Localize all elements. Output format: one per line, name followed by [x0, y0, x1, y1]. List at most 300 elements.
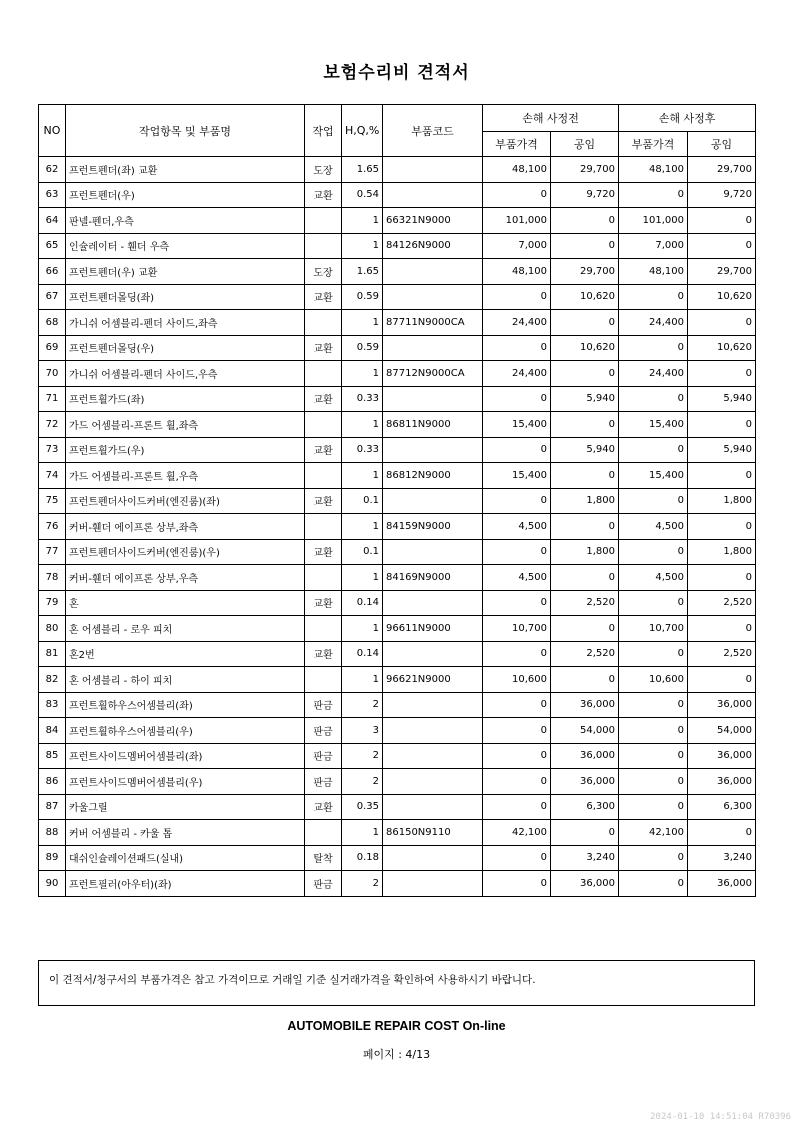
- row-item: 커버-휀더 에이프론 상부,좌측: [66, 514, 305, 540]
- row-after-labor: 2,520: [688, 590, 756, 616]
- row-hq: 0.54: [342, 182, 383, 208]
- row-after-labor: 10,620: [688, 284, 756, 310]
- row-after-part-price: 48,100: [619, 157, 688, 183]
- row-item: 프런트휠하우스어셈블리(좌): [66, 692, 305, 718]
- row-before-labor: 0: [551, 208, 619, 234]
- row-item: 프런트휠가드(우): [66, 437, 305, 463]
- row-after-labor: 36,000: [688, 769, 756, 795]
- row-item: 프런트펜더몰딩(좌): [66, 284, 305, 310]
- row-hq: 0.14: [342, 641, 383, 667]
- row-part-code: 86150N9110: [383, 820, 483, 846]
- row-after-part-price: 0: [619, 845, 688, 871]
- row-after-labor: 1,800: [688, 539, 756, 565]
- row-before-labor: 1,800: [551, 539, 619, 565]
- page-number: 페이지 : 4/13: [362, 1048, 431, 1061]
- row-work: 판금: [305, 743, 342, 769]
- print-timestamp: 2024-01-10 14:51:04 R70396: [650, 1112, 791, 1122]
- row-before-part-price: 0: [483, 692, 551, 718]
- row-hq: 0.33: [342, 386, 383, 412]
- table-row: [39, 539, 756, 565]
- row-after-part-price: 0: [619, 539, 688, 565]
- row-after-part-price: 0: [619, 590, 688, 616]
- row-item: 프런트휠하우스어셈블리(우): [66, 718, 305, 744]
- row-before-labor: 5,940: [551, 386, 619, 412]
- row-before-part-price: 0: [483, 794, 551, 820]
- row-work: [305, 514, 342, 540]
- table-row: [39, 208, 756, 234]
- row-work: 교환: [305, 386, 342, 412]
- row-after-part-price: 4,500: [619, 565, 688, 591]
- header-work: 작업: [305, 105, 342, 157]
- row-before-part-price: 24,400: [483, 310, 551, 336]
- row-before-part-price: 0: [483, 488, 551, 514]
- row-part-code: [383, 743, 483, 769]
- row-part-code: 86811N9000: [383, 412, 483, 438]
- row-work: 교환: [305, 794, 342, 820]
- row-before-part-price: 0: [483, 845, 551, 871]
- row-item: 인슐레이터 - 휀더 우측: [66, 233, 305, 259]
- row-after-labor: 5,940: [688, 386, 756, 412]
- row-work: 교환: [305, 539, 342, 565]
- row-before-labor: 29,700: [551, 259, 619, 285]
- row-before-part-price: 48,100: [483, 157, 551, 183]
- row-before-part-price: 24,400: [483, 361, 551, 387]
- row-item: 혼 어셈블리 - 로우 피치: [66, 616, 305, 642]
- row-part-code: [383, 182, 483, 208]
- row-before-part-price: 0: [483, 641, 551, 667]
- row-work: [305, 412, 342, 438]
- row-part-code: 87711N9000CA: [383, 310, 483, 336]
- row-hq: 1: [342, 463, 383, 489]
- header-before-labor: 공임: [551, 132, 619, 157]
- row-no: 66: [39, 259, 66, 285]
- table-row: [39, 514, 756, 540]
- row-before-labor: 5,940: [551, 437, 619, 463]
- row-before-part-price: 0: [483, 437, 551, 463]
- table-row: [39, 590, 756, 616]
- row-work: 탈착: [305, 845, 342, 871]
- table-row: [39, 820, 756, 846]
- row-before-part-price: 10,600: [483, 667, 551, 693]
- row-after-labor: 0: [688, 208, 756, 234]
- row-hq: 1: [342, 820, 383, 846]
- table-row: [39, 488, 756, 514]
- row-item: 프런트펜더(우): [66, 182, 305, 208]
- header-after-labor: 공임: [688, 132, 756, 157]
- row-after-part-price: 24,400: [619, 361, 688, 387]
- row-item: 프런트펜더몰딩(우): [66, 335, 305, 361]
- row-part-code: [383, 437, 483, 463]
- row-part-code: [383, 871, 483, 897]
- row-after-labor: 29,700: [688, 259, 756, 285]
- row-item: 프런트사이드멤버어셈블리(우): [66, 769, 305, 795]
- row-before-labor: 0: [551, 310, 619, 336]
- row-before-part-price: 0: [483, 182, 551, 208]
- row-hq: 1.65: [342, 157, 383, 183]
- row-work: 교환: [305, 641, 342, 667]
- row-no: 84: [39, 718, 66, 744]
- row-before-labor: 3,240: [551, 845, 619, 871]
- row-before-labor: 10,620: [551, 284, 619, 310]
- document-title: 보험수리비 견적서: [323, 63, 470, 83]
- row-after-part-price: 0: [619, 718, 688, 744]
- row-no: 74: [39, 463, 66, 489]
- table-row: [39, 157, 756, 183]
- row-work: 교환: [305, 182, 342, 208]
- row-after-labor: 0: [688, 616, 756, 642]
- row-item: 판넬-펜더,우측: [66, 208, 305, 234]
- row-item: 대쉬인슐레이션패드(실내): [66, 845, 305, 871]
- row-work: [305, 463, 342, 489]
- row-hq: 3: [342, 718, 383, 744]
- footer-brand: AUTOMOBILE REPAIR COST On-line: [287, 1019, 506, 1033]
- row-hq: 0.33: [342, 437, 383, 463]
- table-row: [39, 871, 756, 897]
- row-after-part-price: 10,600: [619, 667, 688, 693]
- row-before-part-price: 0: [483, 871, 551, 897]
- table-row: [39, 310, 756, 336]
- row-item: 프런트펜더(우) 교환: [66, 259, 305, 285]
- table-row: [39, 233, 756, 259]
- row-after-labor: 0: [688, 565, 756, 591]
- row-after-labor: 6,300: [688, 794, 756, 820]
- row-work: 교환: [305, 335, 342, 361]
- row-before-labor: 9,720: [551, 182, 619, 208]
- row-work: [305, 208, 342, 234]
- row-before-part-price: 15,400: [483, 463, 551, 489]
- row-hq: 1.65: [342, 259, 383, 285]
- row-after-labor: 9,720: [688, 182, 756, 208]
- row-hq: 1: [342, 667, 383, 693]
- row-work: [305, 233, 342, 259]
- table-row: [39, 667, 756, 693]
- row-after-part-price: 4,500: [619, 514, 688, 540]
- row-after-part-price: 42,100: [619, 820, 688, 846]
- row-work: 판금: [305, 769, 342, 795]
- row-part-code: [383, 692, 483, 718]
- row-after-labor: 0: [688, 667, 756, 693]
- row-no: 64: [39, 208, 66, 234]
- row-item: 프런트펜더사이드커버(엔진룸)(우): [66, 539, 305, 565]
- estimate-table: [38, 104, 756, 897]
- row-hq: 0.1: [342, 488, 383, 514]
- row-after-labor: 36,000: [688, 743, 756, 769]
- row-before-part-price: 10,700: [483, 616, 551, 642]
- row-after-labor: 1,800: [688, 488, 756, 514]
- table-row: [39, 361, 756, 387]
- row-after-part-price: 15,400: [619, 463, 688, 489]
- estimate-rows: [39, 157, 756, 897]
- row-hq: 0.59: [342, 335, 383, 361]
- row-after-part-price: 0: [619, 284, 688, 310]
- row-before-labor: 0: [551, 412, 619, 438]
- row-part-code: 96611N9000: [383, 616, 483, 642]
- row-after-labor: 0: [688, 514, 756, 540]
- row-before-labor: 0: [551, 820, 619, 846]
- row-hq: 1: [342, 361, 383, 387]
- row-before-labor: 36,000: [551, 692, 619, 718]
- row-before-part-price: 0: [483, 284, 551, 310]
- row-part-code: 86812N9000: [383, 463, 483, 489]
- table-row: [39, 769, 756, 795]
- row-hq: 0.35: [342, 794, 383, 820]
- row-before-labor: 0: [551, 233, 619, 259]
- table-row: [39, 386, 756, 412]
- row-part-code: [383, 488, 483, 514]
- row-no: 77: [39, 539, 66, 565]
- row-after-labor: 0: [688, 310, 756, 336]
- row-no: 70: [39, 361, 66, 387]
- row-work: 교환: [305, 590, 342, 616]
- table-row: [39, 437, 756, 463]
- table-row: [39, 463, 756, 489]
- row-part-code: 66321N9000: [383, 208, 483, 234]
- row-after-part-price: 101,000: [619, 208, 688, 234]
- row-no: 87: [39, 794, 66, 820]
- row-before-labor: 10,620: [551, 335, 619, 361]
- row-before-labor: 0: [551, 463, 619, 489]
- row-after-labor: 0: [688, 233, 756, 259]
- row-no: 90: [39, 871, 66, 897]
- row-before-labor: 0: [551, 514, 619, 540]
- row-after-labor: 0: [688, 412, 756, 438]
- row-before-part-price: 42,100: [483, 820, 551, 846]
- price-notice: 이 견적서/청구서의 부품가격은 참고 가격이므로 거래일 기준 실거래가격을 확인하여 사용하시기 바랍니다.: [38, 960, 755, 1006]
- table-row: [39, 565, 756, 591]
- table-row: [39, 718, 756, 744]
- table-row: [39, 794, 756, 820]
- row-after-part-price: 0: [619, 488, 688, 514]
- row-before-labor: 0: [551, 361, 619, 387]
- row-before-part-price: 15,400: [483, 412, 551, 438]
- row-part-code: 87712N9000CA: [383, 361, 483, 387]
- row-hq: 1: [342, 310, 383, 336]
- row-work: [305, 616, 342, 642]
- table-row: [39, 284, 756, 310]
- row-after-part-price: 0: [619, 437, 688, 463]
- row-after-part-price: 15,400: [619, 412, 688, 438]
- row-no: 67: [39, 284, 66, 310]
- row-work: 판금: [305, 718, 342, 744]
- row-no: 79: [39, 590, 66, 616]
- table-row: [39, 743, 756, 769]
- row-item: 혼: [66, 590, 305, 616]
- row-hq: 2: [342, 769, 383, 795]
- row-work: 도장: [305, 259, 342, 285]
- row-part-code: 84159N9000: [383, 514, 483, 540]
- row-hq: 0.59: [342, 284, 383, 310]
- row-hq: 0.1: [342, 539, 383, 565]
- row-hq: 2: [342, 692, 383, 718]
- row-no: 68: [39, 310, 66, 336]
- row-no: 88: [39, 820, 66, 846]
- row-after-part-price: 0: [619, 871, 688, 897]
- row-hq: 1: [342, 233, 383, 259]
- row-work: 교환: [305, 437, 342, 463]
- row-hq: 1: [342, 616, 383, 642]
- row-no: 82: [39, 667, 66, 693]
- row-before-part-price: 101,000: [483, 208, 551, 234]
- row-after-labor: 2,520: [688, 641, 756, 667]
- row-work: [305, 820, 342, 846]
- row-hq: 2: [342, 871, 383, 897]
- row-part-code: 84126N9000: [383, 233, 483, 259]
- row-part-code: [383, 539, 483, 565]
- row-after-labor: 3,240: [688, 845, 756, 871]
- row-hq: 1: [342, 208, 383, 234]
- row-before-labor: 1,800: [551, 488, 619, 514]
- row-before-labor: 36,000: [551, 743, 619, 769]
- row-hq: 0.18: [342, 845, 383, 871]
- row-part-code: 96621N9000: [383, 667, 483, 693]
- row-after-part-price: 0: [619, 769, 688, 795]
- table-row: [39, 335, 756, 361]
- row-after-labor: 0: [688, 361, 756, 387]
- row-after-part-price: 0: [619, 692, 688, 718]
- header-item: 작업항목 및 부품명: [66, 105, 305, 157]
- header-after: 손해 사정후: [619, 105, 756, 132]
- row-item: 가니쉬 어셈블리-펜더 사이드,좌측: [66, 310, 305, 336]
- header-before-part-price: 부품가격: [483, 132, 551, 157]
- row-no: 72: [39, 412, 66, 438]
- row-after-labor: 10,620: [688, 335, 756, 361]
- row-no: 83: [39, 692, 66, 718]
- row-item: 카울그릴: [66, 794, 305, 820]
- row-before-labor: 36,000: [551, 871, 619, 897]
- row-before-part-price: 4,500: [483, 565, 551, 591]
- row-item: 가드 어셈블리-프론트 휠,좌측: [66, 412, 305, 438]
- row-no: 75: [39, 488, 66, 514]
- row-before-part-price: 7,000: [483, 233, 551, 259]
- row-before-labor: 36,000: [551, 769, 619, 795]
- row-before-labor: 0: [551, 667, 619, 693]
- row-item: 프런트필러(아우터)(좌): [66, 871, 305, 897]
- row-before-part-price: 0: [483, 590, 551, 616]
- row-no: 63: [39, 182, 66, 208]
- row-after-labor: 54,000: [688, 718, 756, 744]
- row-after-part-price: 0: [619, 641, 688, 667]
- row-before-part-price: 0: [483, 743, 551, 769]
- row-item: 프런트펜더(좌) 교환: [66, 157, 305, 183]
- row-no: 85: [39, 743, 66, 769]
- row-before-part-price: 0: [483, 539, 551, 565]
- row-no: 86: [39, 769, 66, 795]
- row-after-part-price: 0: [619, 335, 688, 361]
- row-part-code: [383, 845, 483, 871]
- row-after-labor: 0: [688, 463, 756, 489]
- row-part-code: [383, 284, 483, 310]
- row-after-labor: 5,940: [688, 437, 756, 463]
- row-item: 커버 어셈블리 - 카울 톱: [66, 820, 305, 846]
- row-no: 65: [39, 233, 66, 259]
- row-part-code: [383, 335, 483, 361]
- row-after-part-price: 48,100: [619, 259, 688, 285]
- row-hq: 0.14: [342, 590, 383, 616]
- row-item: 커버-휀더 에이프론 상부,우측: [66, 565, 305, 591]
- row-work: 교환: [305, 284, 342, 310]
- row-after-labor: 36,000: [688, 692, 756, 718]
- header-hq: H,Q,%: [342, 105, 383, 157]
- row-no: 73: [39, 437, 66, 463]
- row-work: 도장: [305, 157, 342, 183]
- row-part-code: [383, 157, 483, 183]
- row-before-part-price: 0: [483, 386, 551, 412]
- header-before: 손해 사정전: [483, 105, 619, 132]
- table-row: [39, 259, 756, 285]
- row-no: 78: [39, 565, 66, 591]
- row-work: 판금: [305, 692, 342, 718]
- row-item: 혼 어셈블리 - 하이 피치: [66, 667, 305, 693]
- row-hq: 1: [342, 514, 383, 540]
- row-after-part-price: 0: [619, 386, 688, 412]
- row-part-code: [383, 769, 483, 795]
- row-work: 교환: [305, 488, 342, 514]
- row-before-labor: 54,000: [551, 718, 619, 744]
- row-after-part-price: 0: [619, 794, 688, 820]
- row-work: [305, 310, 342, 336]
- row-no: 69: [39, 335, 66, 361]
- header-after-part-price: 부품가격: [619, 132, 688, 157]
- row-item: 가니쉬 어셈블리-펜더 사이드,우측: [66, 361, 305, 387]
- row-before-labor: 2,520: [551, 590, 619, 616]
- row-part-code: [383, 590, 483, 616]
- table-row: [39, 845, 756, 871]
- table-row: [39, 641, 756, 667]
- row-no: 89: [39, 845, 66, 871]
- row-item: 혼2번: [66, 641, 305, 667]
- row-part-code: [383, 641, 483, 667]
- row-before-part-price: 0: [483, 718, 551, 744]
- row-before-part-price: 4,500: [483, 514, 551, 540]
- row-after-labor: 0: [688, 820, 756, 846]
- row-part-code: [383, 386, 483, 412]
- row-before-labor: 6,300: [551, 794, 619, 820]
- header-no: NO: [39, 105, 66, 157]
- row-before-part-price: 0: [483, 769, 551, 795]
- row-no: 76: [39, 514, 66, 540]
- row-part-code: 84169N9000: [383, 565, 483, 591]
- table-row: [39, 692, 756, 718]
- row-item: 프런트휠가드(좌): [66, 386, 305, 412]
- row-before-part-price: 0: [483, 335, 551, 361]
- row-part-code: [383, 259, 483, 285]
- row-after-part-price: 10,700: [619, 616, 688, 642]
- row-part-code: [383, 794, 483, 820]
- row-before-labor: 29,700: [551, 157, 619, 183]
- row-hq: 1: [342, 412, 383, 438]
- table-row: [39, 616, 756, 642]
- row-before-part-price: 48,100: [483, 259, 551, 285]
- row-no: 62: [39, 157, 66, 183]
- row-no: 80: [39, 616, 66, 642]
- table-row: [39, 412, 756, 438]
- row-work: [305, 565, 342, 591]
- row-work: [305, 667, 342, 693]
- row-no: 81: [39, 641, 66, 667]
- row-after-part-price: 0: [619, 743, 688, 769]
- row-item: 가드 어셈블리-프론트 휠,우측: [66, 463, 305, 489]
- row-work: 판금: [305, 871, 342, 897]
- row-before-labor: 0: [551, 565, 619, 591]
- row-no: 71: [39, 386, 66, 412]
- row-hq: 1: [342, 565, 383, 591]
- row-after-part-price: 0: [619, 182, 688, 208]
- row-after-labor: 29,700: [688, 157, 756, 183]
- row-after-labor: 36,000: [688, 871, 756, 897]
- row-part-code: [383, 718, 483, 744]
- row-after-part-price: 7,000: [619, 233, 688, 259]
- row-hq: 2: [342, 743, 383, 769]
